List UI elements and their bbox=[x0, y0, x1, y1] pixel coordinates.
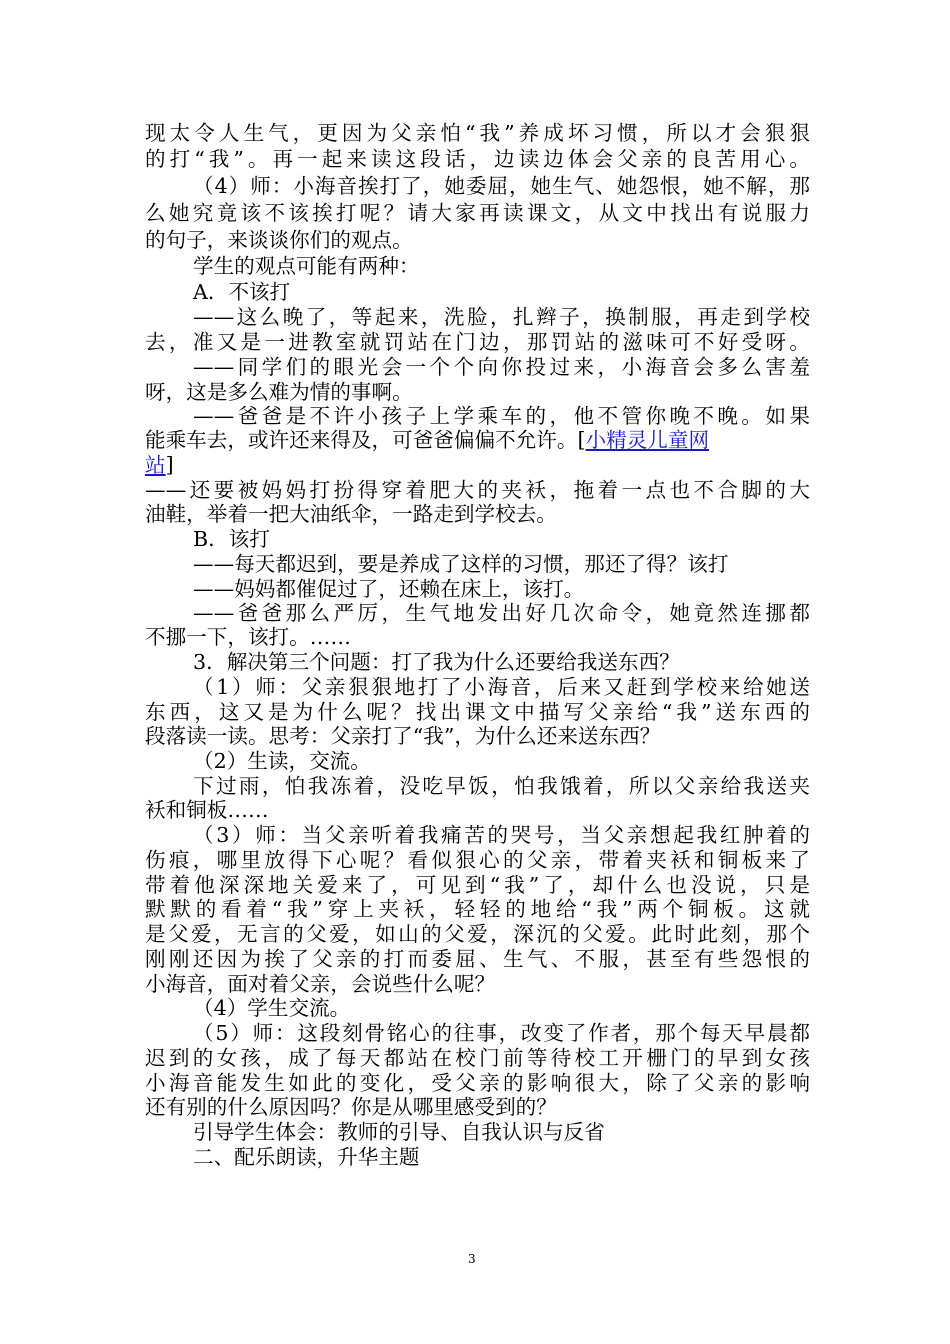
page-number: 3 bbox=[468, 1252, 476, 1266]
text-line: ——这么晚了，等起来，洗脸，扎辫子，换制服，再走到学校 bbox=[193, 305, 810, 329]
text-line: 默默的看着“我”穿上夹袄，轻轻的地给“我”两个铜板。这就 bbox=[145, 897, 810, 921]
text-line: ——妈妈都催促过了，还赖在床上，该打。 bbox=[193, 577, 585, 601]
text-line: 小海音，面对着父亲，会说些什么呢？ bbox=[145, 972, 496, 996]
text-line bbox=[145, 453, 174, 477]
website-link-continuation[interactable]: 站 bbox=[145, 453, 166, 477]
text-line: ——每天都迟到，要是养成了这样的习惯，那还了得？该打 bbox=[193, 552, 729, 576]
text-fragment: ] bbox=[165, 453, 174, 477]
text-line: （2）生读，交流。 bbox=[193, 749, 371, 773]
text-line: ——同学们的眼光会一个个向你投过来，小海音会多么害羞 bbox=[193, 355, 810, 379]
text-line: （4）师：小海音挨打了，她委屈，她生气、她怨恨，她不解，那 bbox=[193, 174, 810, 198]
text-line: 油鞋，举着一把大油纸伞，一路走到学校去。 bbox=[145, 502, 557, 526]
text-line: 么她究竟该不该挨打呢？请大家再读课文，从文中找出有说服力 bbox=[145, 201, 810, 225]
text-line: （3）师：当父亲听着我痛苦的哭号，当父亲想起我红肿着的 bbox=[193, 823, 810, 847]
text-line: 呀，这是多么难为情的事啊。 bbox=[145, 380, 413, 404]
text-line: （5）师：这段刻骨铭心的往事，改变了作者，那个每天早晨都 bbox=[193, 1021, 810, 1045]
text-line: ——还要被妈妈打扮得穿着肥大的夹袄，拖着一点也不合脚的大 bbox=[145, 478, 810, 502]
website-link[interactable]: 小精灵儿童网 bbox=[585, 428, 710, 452]
text-line: A．不该打 bbox=[193, 280, 291, 304]
text-line: 段落读一读。思考：父亲打了“我”，为什么还来送东西？ bbox=[145, 724, 661, 748]
text-line: 带着他深深地关爱来了，可见到“我”了，却什么也没说，只是 bbox=[145, 873, 810, 897]
text-line: B．该打 bbox=[193, 527, 270, 551]
text-line: （1）师：父亲狠狠地打了小海音，后来又赶到学校来给她送 bbox=[193, 675, 810, 699]
text-line: 去，准又是一进教室就罚站在门边，那罚站的滋味可不好受呀。 bbox=[145, 330, 810, 354]
text-line: （4）学生交流。 bbox=[193, 996, 351, 1020]
text-line: 学生的观点可能有两种： bbox=[193, 254, 420, 278]
text-line: ——爸爸是不许小孩子上学乘车的，他不管你晚不晚。如果 bbox=[193, 404, 810, 428]
text-line: 的打“我”。再一起来读这段话，边读边体会父亲的良苦用心。 bbox=[145, 147, 810, 171]
text-line: 二、配乐朗读，升华主题 bbox=[193, 1145, 420, 1169]
text-line: 的句子，来谈谈你们的观点。 bbox=[145, 228, 413, 252]
text-line: 伤痕，哪里放得下心呢？看似狠心的父亲，带着夹袄和铜板来了 bbox=[145, 848, 810, 872]
text-line: 袄和铜板…… bbox=[145, 798, 269, 822]
text-line: 3．解决第三个问题：打了我为什么还要给我送东西？ bbox=[193, 650, 680, 674]
text-line: 下过雨，怕我冻着，没吃早饭，怕我饿着，所以父亲给我送夹 bbox=[193, 774, 810, 798]
text-line: 引导学生体会：教师的引导、自我认识与反省 bbox=[193, 1120, 605, 1144]
text-line: 小海音能发生如此的变化，受父亲的影响很大，除了父亲的影响 bbox=[145, 1071, 810, 1095]
text-line: 刚刚还因为挨了父亲的打而委屈、生气、不服，甚至有些怨恨的 bbox=[145, 947, 810, 971]
text-fragment: 能乘车去，或许还来得及，可爸爸偏偏不允许。[ bbox=[145, 428, 586, 452]
text-line bbox=[145, 428, 709, 452]
text-line: 迟到的女孩，成了每天都站在校门前等待校工开栅门的早到女孩 bbox=[145, 1046, 810, 1070]
text-line: 是父爱，无言的父爱，如山的父爱，深沉的父爱。此时此刻，那个 bbox=[145, 922, 810, 946]
text-line: 现太令人生气，更因为父亲怕“我”养成坏习惯，所以才会狠狠 bbox=[145, 121, 810, 145]
text-line: ——爸爸那么严厉，生气地发出好几次命令，她竟然连挪都 bbox=[193, 601, 810, 625]
text-line: 不挪一下，该打。…… bbox=[145, 625, 351, 649]
text-line: 还有别的什么原因吗？你是从哪里感受到的？ bbox=[145, 1095, 557, 1119]
text-line: 东西，这又是为什么呢？找出课文中描写父亲给“我”送东西的 bbox=[145, 700, 810, 724]
